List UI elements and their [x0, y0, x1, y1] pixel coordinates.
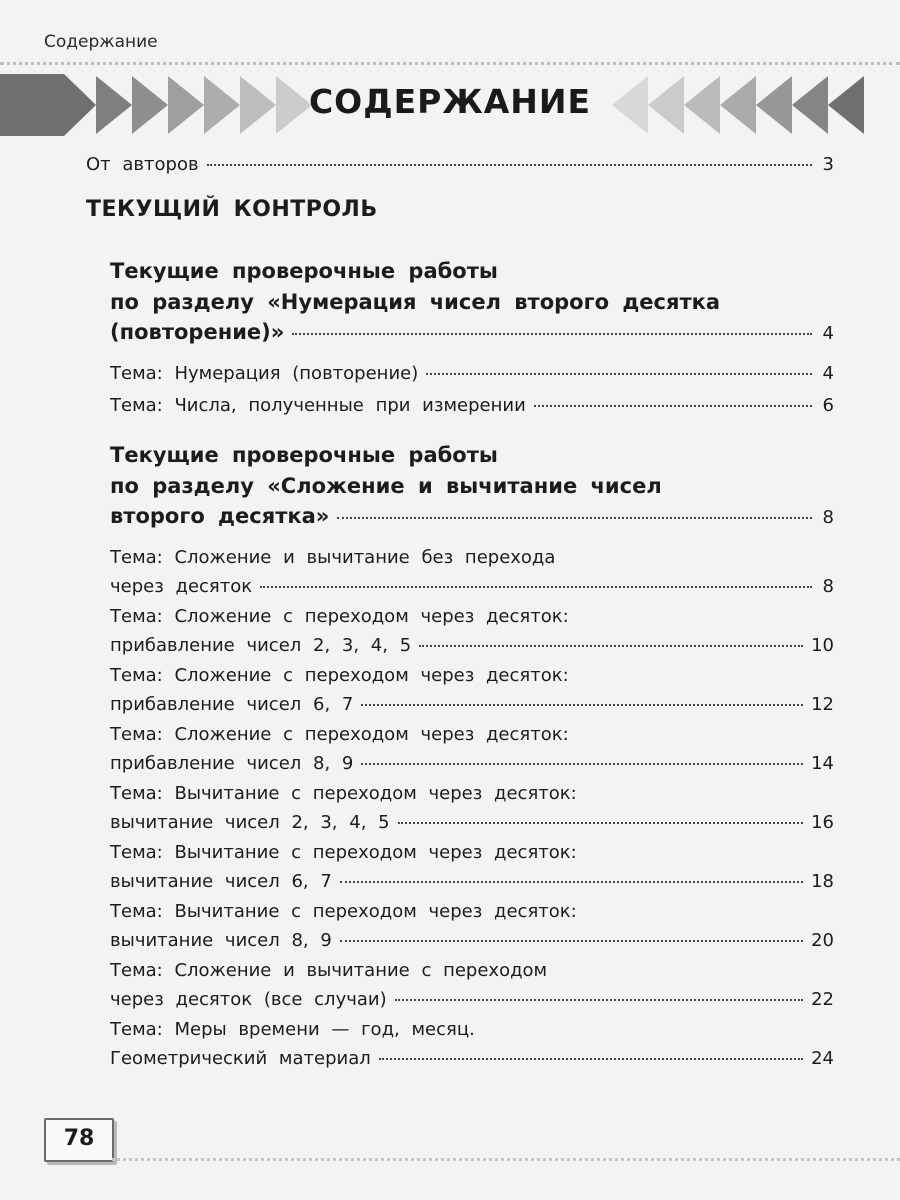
toc-entry-label: Тема: Нумерация (повторение)	[110, 363, 419, 384]
dot-leader	[340, 880, 803, 883]
toc-entry-label: От авторов	[86, 154, 199, 175]
toc-entry-page: 4	[822, 363, 834, 384]
toc-entry-label: Тема: Сложение с переходом через десяток:	[110, 665, 569, 686]
toc-entry-label: Тема: Меры времени — год, месяц.	[110, 1019, 475, 1040]
toc-entry-page: 3	[822, 154, 834, 175]
subsection-line: по разделу «Нумерация чисел второго десятка	[110, 290, 721, 314]
toc-entry-label: Тема: Сложение с переходом через десяток:	[110, 724, 569, 745]
toc-entry-label: через десяток (все случаи)	[110, 989, 387, 1010]
toc-entry-page: 8	[822, 576, 834, 597]
footer-dotted-rule	[112, 1158, 900, 1161]
dot-leader	[260, 585, 812, 588]
dot-leader	[207, 163, 812, 166]
dot-leader	[292, 332, 812, 335]
dot-leader	[395, 998, 803, 1001]
toc-entry-label: вычитание чисел 6, 7	[110, 871, 332, 892]
toc-entry-topic[interactable]	[110, 363, 834, 384]
section-title: ТЕКУЩИЙ КОНТРОЛЬ	[86, 197, 378, 222]
toc-entry-label: прибавление чисел 8, 9	[110, 753, 354, 774]
dot-leader	[426, 372, 812, 375]
subsection-heading-numeration[interactable]	[110, 256, 834, 318]
toc-entry-page: 24	[811, 1048, 834, 1069]
toc-entry-label: прибавление чисел 2, 3, 4, 5	[110, 635, 412, 656]
toc-entry-label: Тема: Вычитание с переходом через десяток:	[110, 783, 577, 804]
dot-leader	[534, 404, 812, 407]
page-title: СОДЕРЖАНИЕ	[308, 82, 592, 121]
dot-leader	[361, 762, 803, 765]
toc-entry-page: 4	[822, 323, 834, 344]
toc-entry-topic[interactable]	[110, 395, 834, 416]
dot-leader	[398, 821, 803, 824]
toc-entry-label: Тема: Вычитание с переходом через десяток:	[110, 901, 577, 922]
toc-entry-label: Тема: Числа, полученные при измерении	[110, 395, 526, 416]
toc-entry-page: 12	[811, 694, 834, 715]
dot-leader	[361, 703, 803, 706]
dot-leader	[379, 1057, 803, 1060]
subsection-line: (повторение)»	[110, 320, 285, 344]
toc-entry-page: 6	[822, 395, 834, 416]
toc-entry-page: 22	[811, 989, 834, 1010]
running-head: Содержание	[44, 32, 158, 52]
toc-entry-label: через десяток	[110, 576, 253, 597]
toc-entry-from-authors[interactable]	[86, 154, 834, 175]
toc-entry-subsection-1[interactable]	[110, 320, 834, 344]
subsection-line: Текущие проверочные работы	[110, 259, 498, 283]
toc-entry-label: вычитание чисел 2, 3, 4, 5	[110, 812, 390, 833]
toc-entry-page: 14	[811, 753, 834, 774]
toc-entry-page: 10	[811, 635, 834, 656]
dot-leader	[419, 644, 803, 647]
toc-entry-label: прибавление чисел 6, 7	[110, 694, 354, 715]
subsection-heading-addition-subtraction[interactable]	[110, 440, 834, 502]
toc-entry-page: 20	[811, 930, 834, 951]
subsection-line: по разделу «Сложение и вычитание чисел	[110, 474, 662, 498]
toc-entry-page: 8	[822, 507, 834, 528]
toc-entry-label: вычитание чисел 8, 9	[110, 930, 332, 951]
toc-entry-subsection-2[interactable]	[110, 504, 834, 528]
toc-entry-label: Тема: Сложение и вычитание без перехода	[110, 547, 556, 568]
dot-leader	[340, 939, 803, 942]
subsection-line: Текущие проверочные работы	[110, 443, 498, 467]
toc-entry-page: 16	[811, 812, 834, 833]
toc-entry-label: Тема: Сложение и вычитание с переходом	[110, 960, 548, 981]
toc-entry-label: Тема: Вычитание с переходом через десяток:	[110, 842, 577, 863]
toc-entry-label: Геометрический материал	[110, 1048, 371, 1069]
toc-entry-page: 18	[811, 871, 834, 892]
toc-entry-label: Тема: Сложение с переходом через десяток:	[110, 606, 569, 627]
subsection-line: второго десятка»	[110, 504, 330, 528]
page-number: 78	[44, 1118, 114, 1162]
dot-leader	[337, 516, 812, 519]
